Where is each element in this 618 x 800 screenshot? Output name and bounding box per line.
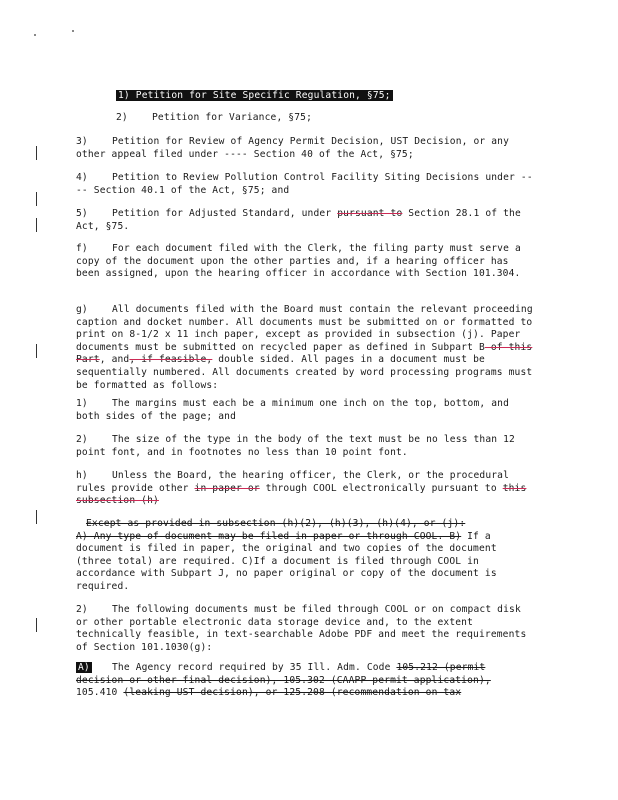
item-text: through COOL electronically pursuant to (259, 482, 503, 494)
item-text: For each document filed with the Clerk, the filing party must serve a copy of the document upon the other parties and, if a hearing officer has been assigned, upon the hearing officer in accordance with Section 101.304. (76, 243, 521, 280)
list-item (76, 604, 538, 654)
scan-speck (72, 30, 74, 32)
item-text: If a document is filed in paper, the original and two copies of the document (three total) are required. C)If a document is filed through COOL in accordance with Subpart J, no paper original or copy of the document is required. (76, 530, 497, 592)
item-text: , and (99, 354, 130, 366)
revision-bar (36, 344, 37, 358)
item-number: 5) (76, 208, 88, 219)
item-text: double sided. All pages in a document must be sequentially numbered. All documents created by word processing programs must be formatted as follows: (76, 354, 533, 391)
deleted-text: 105.212 (permit decision or other final decision), 105.302 (CAAPP permit application), (76, 662, 491, 686)
revision-bar (36, 146, 37, 160)
item-text: Petition for Variance, §75; (152, 112, 312, 123)
item-number: 1) (76, 398, 88, 409)
list-item (76, 398, 538, 423)
deleted-text: pursuant to (337, 208, 403, 219)
paragraph-g (76, 304, 538, 392)
item-text: Unless the Board, the hearing officer, the Clerk, or the procedural rules provide other (76, 470, 510, 494)
item-number: 2) (116, 112, 128, 123)
deleted-text: , if feasible, (129, 354, 213, 366)
deleted-text: (leaking UST decision), or 125.208 (recommendation on tax (123, 687, 462, 699)
list-item (76, 172, 538, 197)
list-item (76, 434, 538, 459)
item-text: 105.410 (76, 687, 124, 699)
item-text: Petition for Site Specific Regulation, §75; (135, 90, 391, 101)
revision-bar (36, 510, 37, 524)
item-number: f) (76, 243, 88, 254)
item-text: The Agency record required by 35 Ill. Adm. Code (112, 662, 397, 673)
item-text: Section 28.1 of the Act, §75. (76, 208, 521, 232)
list-item (76, 662, 538, 700)
list-item (76, 208, 538, 233)
item-text: The following documents must be filed through COOL or on compact disk or other portable electronic data storage device and, to the extent technically feasible, in text-searchable Adobe PDF and meet the requirements of Section 101.1030(g): (76, 604, 527, 653)
revision-bar (36, 192, 37, 206)
list-item (116, 90, 578, 103)
item-number: g) (76, 304, 88, 315)
item-text: The margins must each be a minimum one inch on the top, bottom, and both sides of the page; and (76, 398, 510, 422)
list-item (116, 112, 578, 125)
item-number: 4) (76, 172, 88, 183)
item-number: 1) (118, 90, 130, 101)
item-text: Petition to Review Pollution Control Facility Siting Decisions under ---- Section 40.1 of the Act, §75; and (76, 172, 533, 196)
revision-bar (36, 218, 37, 232)
item-number: h) (76, 470, 88, 481)
item-text: Petition for Review of Agency Permit Decision, UST Decision, or any other appeal filed under ---- Section 40 of the Act, §75; (76, 136, 510, 160)
item-number: A) (78, 662, 90, 673)
deleted-text: Except as provided in subsection (h)(2), (h)(3), (h)(4), or (j): (86, 518, 466, 529)
item-number: 2) (76, 604, 88, 615)
item-text: The size of the type in the body of the text must be no less than 12 point font, and in footnotes no less than 10 point font. (76, 434, 515, 458)
item-text: All documents filed with the Board must contain the relevant proceeding caption and docket number. All documents must be submitted on or formatted to print on 8-1/2 x 11 inch paper, except as provided in subsection (j). Paper documents must be submitted on recycled paper as defined in Subpart B (76, 304, 533, 353)
deleted-text: this subsection (h) (76, 482, 527, 507)
paragraph-f (76, 243, 538, 281)
revision-bar (36, 618, 37, 632)
item-text: Petition for Adjusted Standard, under (112, 208, 338, 219)
item-number: 2) (76, 434, 88, 445)
deleted-text: A) Any type of document may be filed in paper or through COOL. B) (76, 530, 462, 542)
paragraph-h-continued (76, 518, 538, 594)
list-item (76, 136, 538, 161)
scan-speck (34, 34, 36, 36)
paragraph-h (76, 470, 538, 508)
deleted-text: in paper or (194, 482, 260, 494)
deleted-text: of this Part (76, 341, 533, 366)
item-number: 3) (76, 136, 88, 147)
